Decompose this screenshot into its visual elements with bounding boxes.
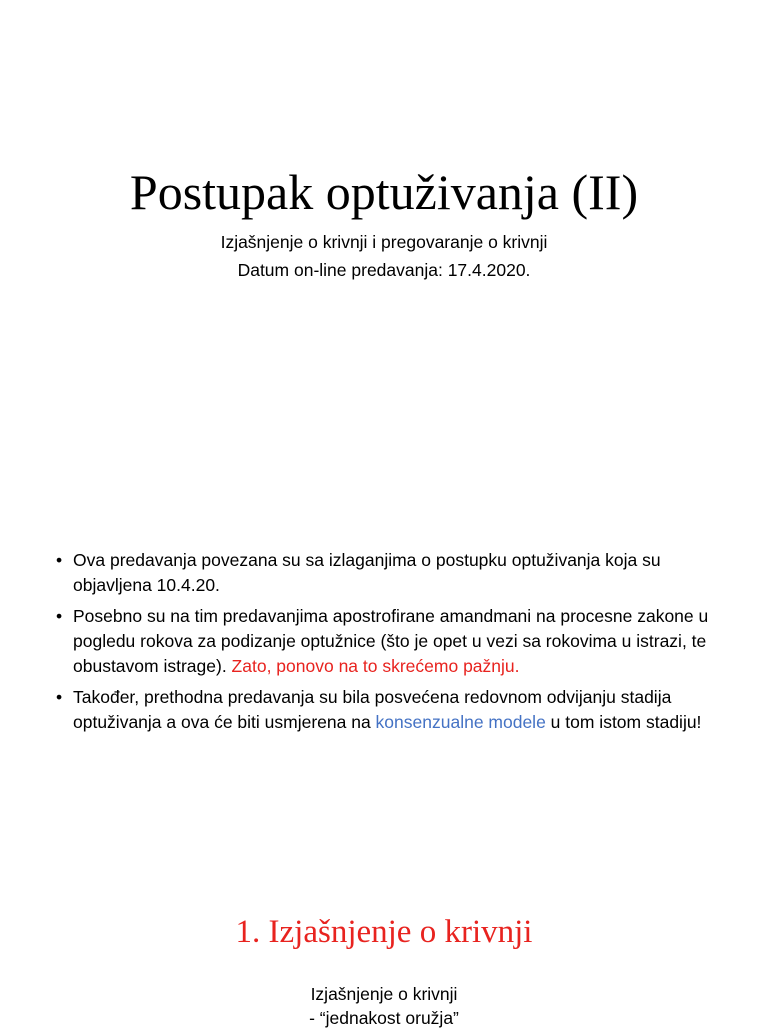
subtitle-line-date: Datum on-line predavanja: 17.4.2020. — [237, 260, 531, 280]
bullet-3-link[interactable]: konsenzualne modele — [375, 712, 546, 732]
bullet-item-3 — [56, 685, 716, 735]
section-sub-line-1: Izjašnjenje o krivnji — [310, 984, 458, 1004]
section-sub-line-2: - “jednakost oružja” — [309, 1008, 459, 1028]
section-title: 1. Izjašnjenje o krivnji — [235, 914, 533, 950]
bullet-1-text: Ova predavanja povezana su sa izlaganjima o postupku optuživanja koja su objavljena 10.4.20. — [73, 550, 661, 595]
bullet-item-2 — [56, 604, 716, 679]
bullet-2-text: Posebno su na tim predavanjima apostrofirane amandmani na procesne zakone u pogledu rokova za podizanje optužnice (što je opet u vezi sa rokovima u istrazi, te obustavom istrage). — [73, 606, 709, 676]
subtitle-line-topic: Izjašnjenje o krivnji i pregovaranje o krivnji — [220, 232, 548, 252]
bullets-slide — [0, 540, 768, 870]
bullet-2-highlight: Zato, ponovo na to skrećemo pažnju. — [231, 656, 520, 676]
slide-title: Postupak optuživanja (II) — [129, 164, 639, 220]
bullet-3-text-after: u tom istom stadiju! — [545, 712, 702, 732]
bullet-item-1 — [56, 548, 716, 598]
section-subtitle — [0, 982, 768, 1030]
bullet-list — [56, 548, 716, 741]
slide-subtitle — [0, 228, 768, 284]
bullet-3-text-before: Također, prethodna predavanja su bila posvećena redovnom odvijanju stadija optuživanja a ova će biti usmjerena na — [73, 687, 672, 732]
section-slide — [0, 880, 768, 1028]
